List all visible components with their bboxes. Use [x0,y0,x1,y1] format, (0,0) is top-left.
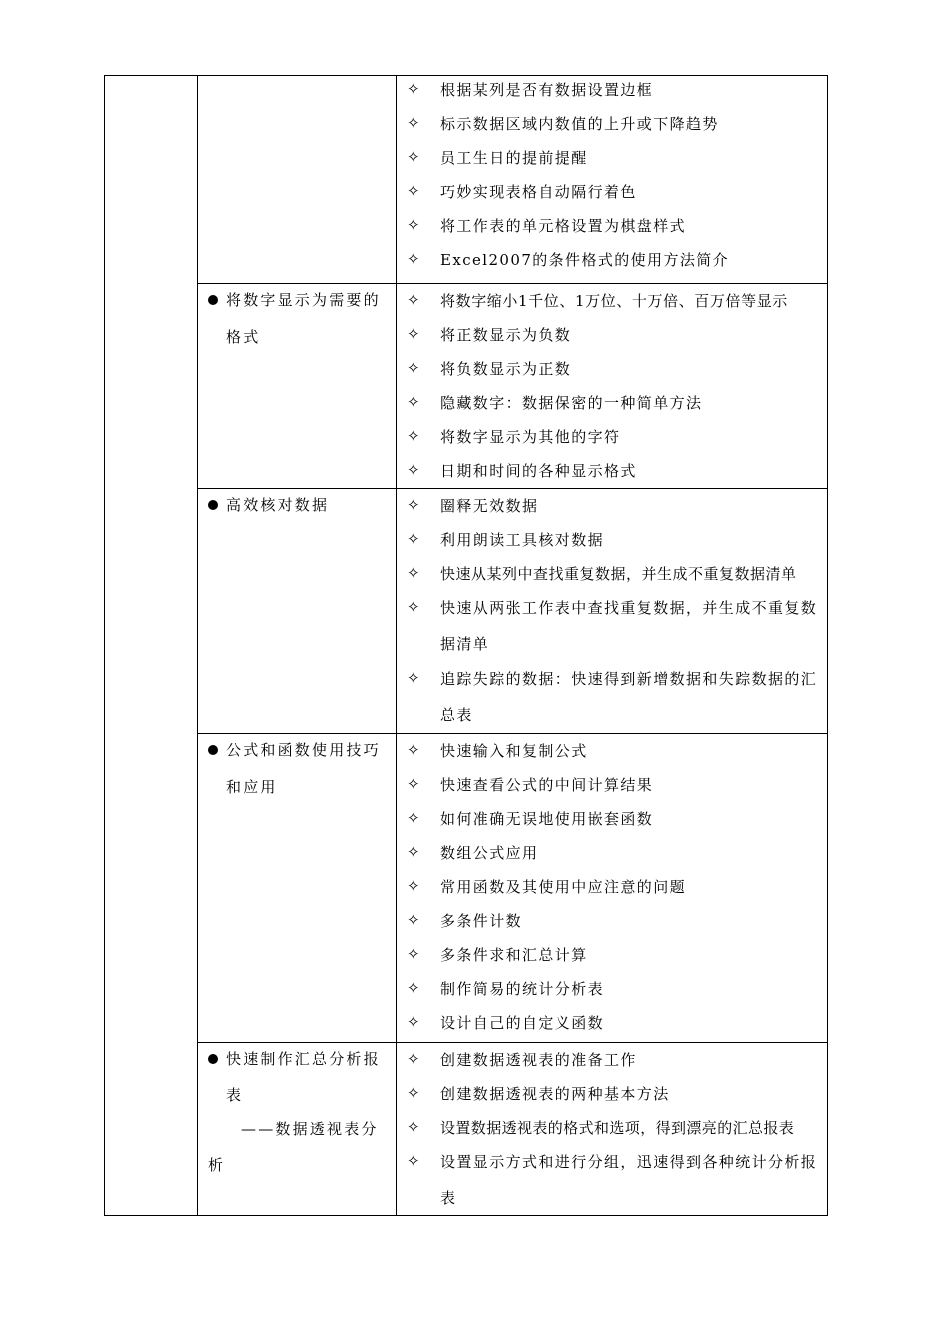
item-text: 快速从某列中查找重复数据，并生成不重复数据清单 [440,565,797,583]
topic-text: 格式 [226,328,261,346]
item-text: 标示数据区域内数值的上升或下降趋势 [440,115,719,133]
topic-text: 高效核对数据 [226,496,330,514]
item-text: 利用朗读工具核对数据 [440,531,605,549]
item-text: 将工作表的单元格设置为棋盘样式 [440,217,687,235]
bullet-icon [208,1054,218,1064]
column-divider [197,76,198,1215]
item-text: 将数字显示为其他的字符 [440,428,621,446]
diamond-icon: ✧ [407,1013,420,1031]
item-text: 创建数据透视表的两种基本方法 [440,1085,670,1103]
item-text: 将正数显示为负数 [440,326,572,344]
diamond-icon: ✧ [407,1118,420,1136]
diamond-icon: ✧ [407,775,420,793]
bullet-icon [208,500,218,510]
diamond-icon: ✧ [407,1050,420,1068]
topic-text: 将数字显示为需要的 [226,291,381,309]
diamond-icon: ✧ [407,461,420,479]
diamond-icon: ✧ [407,1084,420,1102]
item-text: 圈释无效数据 [440,497,539,515]
diamond-icon: ✧ [407,80,420,98]
course-outline-table [104,75,828,1216]
item-text: 隐藏数字：数据保密的一种简单方法 [440,394,703,412]
item-text: 快速输入和复制公式 [440,742,588,760]
column-divider [396,76,397,1215]
diamond-icon: ✧ [407,427,420,445]
item-text: 创建数据透视表的准备工作 [440,1051,637,1069]
diamond-icon: ✧ [407,564,420,582]
diamond-icon: ✧ [407,911,420,929]
diamond-icon: ✧ [407,598,420,616]
bullet-icon [208,745,218,755]
item-text: 多条件计数 [440,912,523,930]
diamond-icon: ✧ [407,496,420,514]
diamond-icon: ✧ [407,669,420,687]
diamond-icon: ✧ [407,216,420,234]
diamond-icon: ✧ [407,393,420,411]
diamond-icon: ✧ [407,325,420,343]
item-text: 如何准确无误地使用嵌套函数 [440,810,654,828]
topic-subtitle: ——数据透视表分 [241,1120,379,1138]
diamond-icon: ✧ [407,1152,420,1170]
item-text: 设置数据透视表的格式和选项，得到漂亮的汇总报表 [440,1119,795,1137]
item-text: 快速查看公式的中间计算结果 [440,776,654,794]
diamond-icon: ✧ [407,945,420,963]
diamond-icon: ✧ [407,741,420,759]
diamond-icon: ✧ [407,843,420,861]
item-text: 将负数显示为正数 [440,360,572,378]
item-text: 设计自己的自定义函数 [440,1014,605,1032]
diamond-icon: ✧ [407,809,420,827]
item-text: 追踪失踪的数据：快速得到新增数据和失踪数据的汇总表 [440,670,818,724]
item-text: 巧妙实现表格自动隔行着色 [440,183,637,201]
topic-text: 公式和函数使用技巧 [226,741,381,759]
diamond-icon: ✧ [407,114,420,132]
diamond-icon: ✧ [407,182,420,200]
item-text: 快速从两张工作表中查找重复数据，并生成不重复数据清单 [440,599,818,653]
diamond-icon: ✧ [407,877,420,895]
diamond-icon: ✧ [407,291,420,309]
item-text: 常用函数及其使用中应注意的问题 [440,878,687,896]
diamond-icon: ✧ [407,979,420,997]
item-text: 制作简易的统计分析表 [440,980,605,998]
item-text: 多条件求和汇总计算 [440,946,588,964]
topic-text: 表 [226,1086,244,1104]
item-text: 设置显示方式和进行分组，迅速得到各种统计分析报表 [440,1153,818,1207]
topic-text: 快速制作汇总分析报 [226,1050,381,1068]
topic-text: 和应用 [226,778,278,796]
item-text: 将数字缩小1千位、1万位、十万倍、百万倍等显示 [440,292,788,310]
bullet-icon [208,295,218,305]
item-text: 根据某列是否有数据设置边框 [440,81,654,99]
diamond-icon: ✧ [407,250,420,268]
item-text: 数组公式应用 [440,844,539,862]
item-text: 员工生日的提前提醒 [440,149,588,167]
item-text: 日期和时间的各种显示格式 [440,462,637,480]
diamond-icon: ✧ [407,530,420,548]
topic-text: 析 [208,1156,226,1174]
diamond-icon: ✧ [407,359,420,377]
item-text: Excel2007的条件格式的使用方法简介 [440,251,730,269]
diamond-icon: ✧ [407,148,420,166]
